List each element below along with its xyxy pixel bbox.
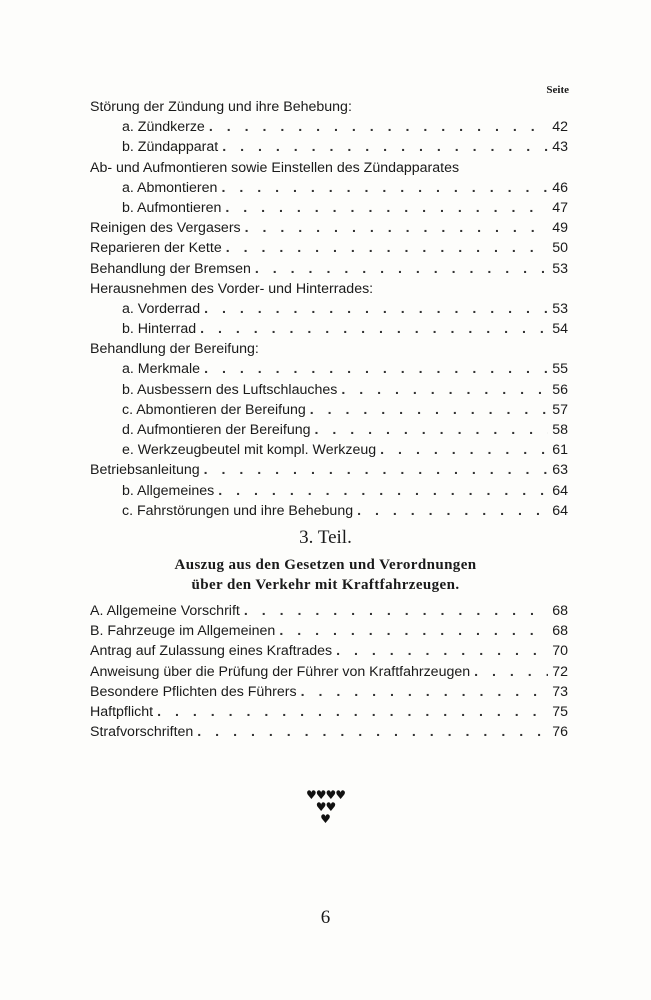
toc-leader-dots	[301, 682, 549, 702]
toc-entry-page: 53	[552, 260, 568, 277]
toc-leader-dots	[279, 621, 548, 641]
toc-entry-page: 70	[552, 643, 568, 660]
toc-leader-dots	[380, 440, 548, 460]
part-subtitle-line-2: über den Verkehr mit Kraftfahrzeugen.	[191, 577, 460, 593]
toc-entry	[90, 198, 568, 218]
toc-entry	[90, 339, 568, 359]
heart-ornament-row-3: ♥	[320, 812, 331, 826]
toc-entry	[90, 420, 568, 440]
toc-leader-dots	[474, 662, 548, 682]
toc-entry-title: Störung der Zündung und ihre Behebung:	[90, 99, 352, 115]
toc-entry-page: 68	[552, 603, 568, 619]
toc-entry-title: a. Vorderrad	[122, 300, 201, 317]
toc-entry-page: 76	[552, 724, 568, 741]
heart-ornament-row-2: ♥♥	[315, 800, 336, 814]
toc-entry	[90, 279, 568, 299]
toc-leader-dots	[157, 702, 548, 722]
toc-entry-title: B. Fahrzeuge im Allgemeinen	[90, 623, 276, 640]
toc-entry-title: b. Allgemeines	[122, 482, 215, 499]
toc-entry-title: Ab- und Aufmontieren sowie Einstellen des Zündapparates	[90, 159, 460, 176]
toc-entry	[90, 299, 568, 319]
toc-leader-dots	[218, 481, 548, 501]
toc-entry-title: Herausnehmen des Vorder- und Hinterrades:	[90, 280, 374, 297]
toc-entry-page: 68	[552, 623, 568, 640]
toc-entry	[90, 319, 568, 339]
toc-entry	[90, 137, 568, 157]
toc-entry-title: a. Merkmale	[122, 361, 201, 378]
toc-leader-dots	[357, 501, 548, 521]
page-column-label: Seite	[546, 84, 569, 96]
toc-entry-page: 61	[552, 442, 568, 459]
toc-entry	[90, 460, 568, 480]
toc-entry-page: 54	[552, 321, 568, 338]
toc-leader-dots	[315, 420, 549, 440]
toc-entry-title: a. Abmontieren	[122, 179, 218, 196]
toc-part-3	[90, 601, 568, 742]
toc-entry-title: Reparieren der Kette	[90, 240, 222, 257]
toc-entry-title: a. Zündkerze	[122, 119, 205, 136]
toc-entry-page: 73	[552, 683, 568, 700]
toc-entry	[90, 158, 568, 178]
toc-entry-page: 63	[552, 462, 568, 479]
toc-entry-page: 47	[552, 199, 568, 216]
toc-entry-title: Anweisung über die Prüfung der Führer von Kraftfahrzeugen	[90, 663, 471, 680]
toc-entry-page: 58	[552, 422, 568, 438]
toc-entry-title: Besondere Pflichten des Führers	[90, 683, 297, 700]
toc-entry	[90, 682, 568, 702]
toc-entry	[90, 97, 568, 117]
toc-entry-page: 56	[552, 381, 568, 398]
toc-entry	[90, 481, 568, 501]
toc-leader-dots	[197, 722, 548, 742]
toc-entry-page: 64	[552, 482, 568, 499]
toc-leader-dots	[225, 198, 548, 218]
toc-leader-dots	[222, 137, 548, 157]
toc-entry	[90, 238, 568, 258]
toc-entry	[90, 400, 568, 420]
toc-entry	[90, 178, 568, 198]
toc-entry-page: 43	[552, 139, 568, 156]
toc-entry-title: Behandlung der Bereifung:	[90, 341, 259, 358]
toc-leader-dots	[336, 641, 548, 661]
toc-entry-title: b. Zündapparat	[122, 139, 219, 156]
toc-entry	[90, 641, 568, 661]
toc-entry	[90, 440, 568, 460]
toc-entry-title: b. Hinterrad	[122, 321, 197, 338]
toc-leader-dots	[341, 380, 548, 400]
toc-leader-dots	[204, 359, 548, 379]
toc-entry-title: e. Werkzeugbeutel mit kompl. Werkzeug	[122, 442, 377, 459]
heart-ornament-row-1: ♥♥♥♥	[305, 788, 346, 802]
toc-leader-dots	[245, 218, 549, 238]
toc-leader-dots	[310, 400, 548, 420]
toc-leader-dots	[255, 259, 548, 279]
toc-entry-page: 64	[552, 502, 568, 519]
toc-entry	[90, 218, 568, 238]
toc-leader-dots	[226, 238, 549, 258]
toc-entry	[90, 621, 568, 641]
toc-entry	[90, 722, 568, 742]
toc-entry	[90, 662, 568, 682]
toc-entry-page: 53	[552, 300, 568, 317]
toc-entry	[90, 359, 568, 379]
toc-entry-page: 72	[552, 663, 568, 680]
toc-entry-title: c. Abmontieren der Bereifung	[122, 401, 306, 418]
toc-leader-dots	[204, 460, 549, 480]
toc-entry-title: Strafvorschriften	[90, 724, 194, 741]
toc-leader-dots	[204, 299, 548, 319]
part-subtitle-line-1: Auszug aus den Gesetzen und Verordnungen	[174, 557, 477, 573]
toc-entry-page: 57	[552, 401, 568, 418]
toc-leader-dots	[244, 601, 548, 621]
toc-entry	[90, 601, 568, 621]
toc-entry-page: 42	[552, 119, 568, 136]
toc-entry-title: Antrag auf Zulassung eines Kraftrades	[90, 643, 333, 660]
toc-entry	[90, 501, 568, 521]
toc-entry-title: d. Aufmontieren der Bereifung	[122, 422, 311, 438]
toc-entry-title: Betriebsanleitung	[90, 462, 200, 479]
toc-entry-page: 46	[552, 179, 568, 196]
toc-leader-dots	[221, 178, 548, 198]
toc-entry	[90, 380, 568, 400]
toc-entry	[90, 259, 568, 279]
toc-entry-page: 75	[552, 703, 568, 720]
toc-entry-title: A. Allgemeine Vorschrift	[90, 603, 240, 619]
toc-entry-page: 55	[552, 361, 568, 378]
toc-entry	[90, 702, 568, 722]
page-number: 6	[320, 907, 331, 928]
toc-entry	[90, 117, 568, 137]
toc-entry-title: c. Fahrstörungen und ihre Behebung	[122, 502, 354, 519]
toc-entry-title: Reinigen des Vergasers	[90, 220, 241, 237]
toc-entry-title: b. Ausbessern des Luftschlauches	[122, 381, 338, 398]
toc-entry-title: Haftpflicht	[90, 703, 154, 720]
toc-entry-page: 49	[552, 220, 568, 237]
toc-leader-dots	[200, 319, 548, 339]
toc-entry-title: b. Aufmontieren	[122, 199, 222, 216]
toc-entry-title: Behandlung der Bremsen	[90, 260, 251, 277]
part-heading: 3. Teil.	[299, 527, 352, 548]
toc-entry-page: 50	[552, 240, 568, 257]
toc-part-1	[90, 97, 568, 521]
toc-leader-dots	[209, 117, 548, 137]
